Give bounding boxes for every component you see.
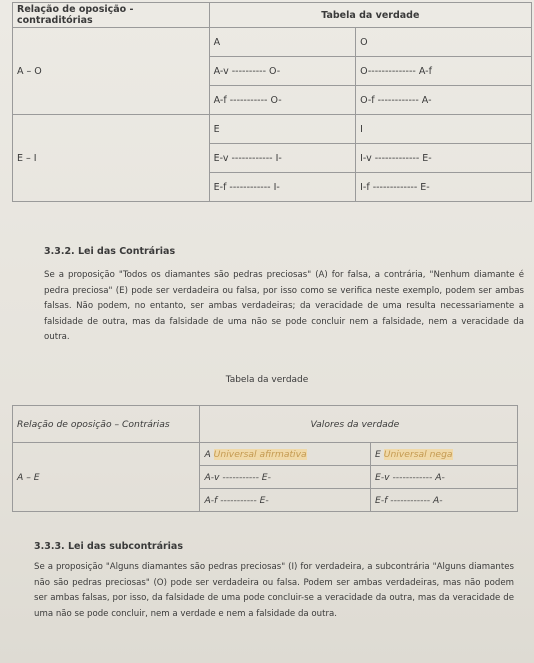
head-e-highlight-note: Universal nega [383,448,453,460]
head-e-letter: E [375,448,381,460]
head-a-letter: A [204,448,211,460]
cell-ev2: E-v ------------ A- [371,466,518,489]
cell-o: O-------------- A-f [356,57,532,86]
cell-ef: E-f ------------ I- [209,173,355,202]
head-a-highlight-note: Universal afirmativa [213,448,307,460]
cell-head-e: E [209,115,355,144]
cell-ef2: E-f ------------ A- [371,489,518,512]
cell-af2: A-f ----------- E- [200,489,371,512]
header-truth-values: Valores da verdade [200,406,518,443]
cell-if: I-f ------------- E- [356,173,532,202]
cell-of: O-f ------------ A- [356,86,532,115]
label-a-o: A – O [13,28,210,115]
cell-av2: A-v ----------- E- [200,466,371,489]
header-relation-contrarias: Relação de oposição – Contrárias [13,406,200,443]
label-a-e: A – E [13,443,200,512]
cell-head-o: O [356,28,532,57]
cell-head-e2 [371,443,518,466]
cell-head-i: I [356,115,532,144]
section-title-subcontrarias: 3.3.3. Lei das subcontrárias [34,541,183,552]
contrarias-truth-table [12,405,518,512]
paragraph-subcontrarias: Se a proposição "Alguns diamantes são pedras preciosas" (I) for verdadeira, a subcontrária "Alguns diamantes não são pedras preciosas" (O) pode ser verdadeira ou falsa. Podem ser ambas verdadeiras, mas não podem ser ambas falsas, por isso, da falsidade de uma pode concluir-se a veracidade da outra, mas da veracidade de uma não se pode concluir, nem a verdade e nem a falsidade da outra. [34,562,514,619]
cell-av: A-v ---------- O- [209,57,355,86]
header-truth-table: Tabela da verdade [209,3,531,28]
cell-head-a2 [200,443,371,466]
contradictories-truth-table [12,2,532,202]
paragraph-contrarias: Se a proposição "Todos os diamantes são pedras preciosas" (A) for falsa, a contrária, "Nenhum diamante é pedra preciosa" (E) pode ser verdadeira ou falsa, por isso como se verifica neste exemplo, podem ser ambas falsas. Não podem, no entanto, ser ambas verdadeiras; da veracidade de uma resulta necessariamente a falsidade de outra, mas da falsidade de uma não se pode concluir nem a falsidade, nem a veracidade da outra. [44,270,524,342]
header-relation: Relação de oposição - contraditórias [13,3,210,28]
cell-af: A-f ----------- O- [209,86,355,115]
cell-ev: E-v ------------ I- [209,144,355,173]
cell-head-a: A [209,28,355,57]
label-e-i: E – I [13,115,210,202]
section-title-contrarias: 3.3.2. Lei das Contrárias [44,246,176,257]
cell-iv: I-v ------------- E- [356,144,532,173]
caption-truth-table: Tabela da verdade [225,375,309,385]
